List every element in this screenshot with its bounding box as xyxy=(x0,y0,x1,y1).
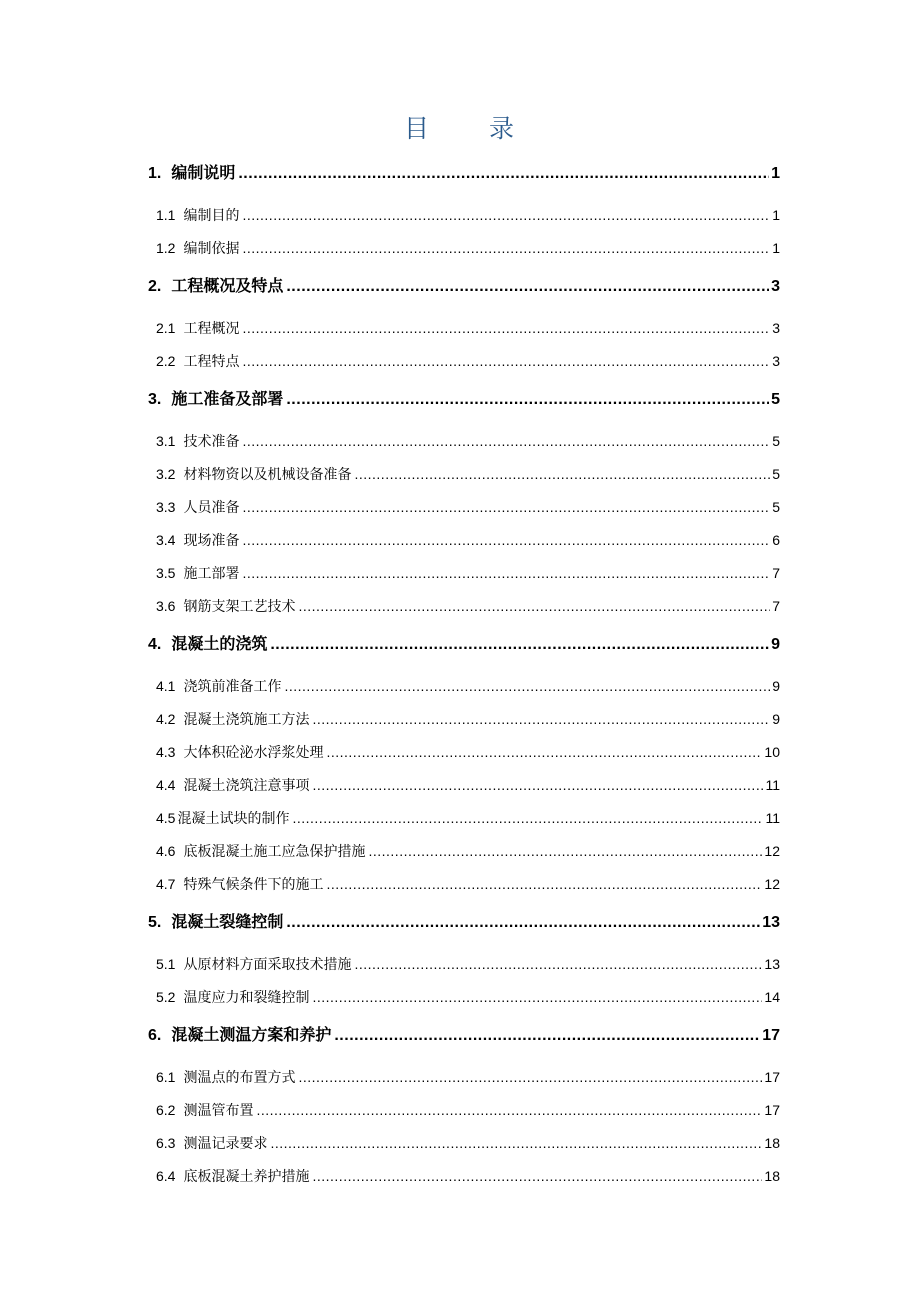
toc-leader xyxy=(242,499,770,515)
toc-item-label: 人员准备 xyxy=(183,500,240,516)
toc-item[interactable]: 3.3 人员准备 ..... 5 xyxy=(156,497,780,521)
toc-chapter-label: 编制说明 xyxy=(171,163,236,182)
toc-leader xyxy=(284,678,770,694)
toc-leader xyxy=(286,914,760,932)
toc-item-label: 底板混凝土养护措施 xyxy=(183,1169,310,1185)
toc-item[interactable]: 3.2 材料物资以及机械设备准备 ..... 5 xyxy=(156,464,780,488)
toc-chapter[interactable]: 6. 混凝土测温方案和养护 ..... 17 xyxy=(148,1022,780,1046)
toc-leader xyxy=(242,565,770,581)
toc-page-number: 1 xyxy=(771,165,780,182)
toc-title-right: 录 xyxy=(489,114,517,143)
toc-item[interactable]: 4.5 混凝土试块的制作 ..... 11 xyxy=(156,808,780,832)
toc-item[interactable]: 3.5 施工部署 ..... 7 xyxy=(156,563,780,587)
toc-item-label: 施工部署 xyxy=(183,566,240,582)
toc-page-number: 7 xyxy=(772,565,780,581)
toc-page-number: 11 xyxy=(765,810,780,826)
toc-leader xyxy=(298,598,770,614)
toc-page-number: 3 xyxy=(771,278,780,295)
toc-page-number: 3 xyxy=(772,320,780,336)
toc-item-label: 编制依据 xyxy=(183,241,240,257)
toc-chapter-label: 工程概况及特点 xyxy=(171,276,284,295)
toc-item-label: 现场准备 xyxy=(183,533,240,549)
toc-leader xyxy=(286,278,769,296)
toc-page-number: 5 xyxy=(772,433,780,449)
toc-chapter-label: 混凝土裂缝控制 xyxy=(171,912,284,931)
toc-item-label: 技术准备 xyxy=(183,434,240,450)
toc-page-number: 12 xyxy=(764,876,780,892)
toc-item-label: 浇筑前准备工作 xyxy=(183,679,282,695)
toc-leader xyxy=(242,207,770,223)
toc-page-number: 6 xyxy=(772,532,780,548)
toc-page-number: 1 xyxy=(772,207,780,223)
toc-leader xyxy=(312,777,763,793)
toc-chapter[interactable]: 4. 混凝土的浇筑 ..... 9 xyxy=(148,631,780,655)
toc-item[interactable]: 6.1 测温点的布置方式 ..... 17 xyxy=(156,1067,780,1091)
toc-item[interactable]: 3.1 技术准备 ..... 5 xyxy=(156,431,780,455)
toc-title-left: 目 xyxy=(403,114,431,143)
toc-page-number: 13 xyxy=(762,914,780,931)
toc-page-number: 17 xyxy=(762,1027,780,1044)
toc-item[interactable]: 4.2 混凝土浇筑施工方法 ..... 9 xyxy=(156,709,780,733)
toc-item-label: 测温记录要求 xyxy=(183,1136,268,1152)
toc-item-label: 测温管布置 xyxy=(183,1103,254,1119)
toc-leader xyxy=(270,1135,762,1151)
toc-leader xyxy=(368,843,762,859)
toc-item[interactable]: 4.4 混凝土浇筑注意事项 ..... 11 xyxy=(156,775,780,799)
toc-page-number: 9 xyxy=(772,711,780,727)
toc-page-number: 5 xyxy=(772,499,780,515)
toc-item-label: 测温点的布置方式 xyxy=(183,1070,296,1086)
toc-chapter-label: 施工准备及部署 xyxy=(171,389,284,408)
toc-chapter[interactable]: 2. 工程概况及特点 ..... 3 xyxy=(148,273,780,297)
toc-item[interactable]: 6.3 测温记录要求 ..... 18 xyxy=(156,1133,780,1157)
toc-page-number: 13 xyxy=(764,956,780,972)
toc-item-label: 工程概况 xyxy=(183,321,240,337)
toc-item-label: 底板混凝土施工应急保护措施 xyxy=(183,844,366,860)
toc-item[interactable]: 4.3 大体积砼泌水浮浆处理 ..... 10 xyxy=(156,742,780,766)
toc-page-number: 17 xyxy=(764,1069,780,1085)
toc-item[interactable]: 1.2 编制依据 ..... 1 xyxy=(156,238,780,262)
toc-chapter-label: 混凝土测温方案和养护 xyxy=(171,1025,332,1044)
toc-leader xyxy=(270,636,769,654)
toc-item-label: 特殊气候条件下的施工 xyxy=(183,877,324,893)
toc-leader xyxy=(354,466,770,482)
toc-item[interactable]: 2.2 工程特点 ..... 3 xyxy=(156,351,780,375)
toc-page-number: 1 xyxy=(772,240,780,256)
toc-item-label: 温度应力和裂缝控制 xyxy=(183,990,310,1006)
toc-item-label: 混凝土试块的制作 xyxy=(177,811,290,827)
toc-page-number: 12 xyxy=(764,843,780,859)
toc-leader xyxy=(298,1069,762,1085)
toc-item[interactable]: 3.4 现场准备 ..... 6 xyxy=(156,530,780,554)
toc-leader xyxy=(242,353,770,369)
toc-item[interactable]: 5.1 从原材料方面采取技术措施 ..... 13 xyxy=(156,954,780,978)
toc-item[interactable]: 6.4 底板混凝土养护措施 ..... 18 xyxy=(156,1166,780,1190)
toc-page-number: 18 xyxy=(764,1168,780,1184)
toc-item-label: 材料物资以及机械设备准备 xyxy=(183,467,352,483)
toc-item[interactable]: 4.6 底板混凝土施工应急保护措施 ..... 12 xyxy=(156,841,780,865)
toc-item-label: 工程特点 xyxy=(183,354,240,370)
toc-leader xyxy=(256,1102,762,1118)
toc-leader xyxy=(354,956,762,972)
toc-item-label: 混凝土浇筑施工方法 xyxy=(183,712,310,728)
toc-chapter[interactable]: 3. 施工准备及部署 ..... 5 xyxy=(148,386,780,410)
toc-item[interactable]: 4.7 特殊气候条件下的施工 ..... 12 xyxy=(156,874,780,898)
toc-chapter-label: 混凝土的浇筑 xyxy=(171,634,268,653)
toc-leader xyxy=(292,810,763,826)
toc-item-label: 混凝土浇筑注意事项 xyxy=(183,778,310,794)
toc-leader xyxy=(334,1027,760,1045)
toc-item-label: 钢筋支架工艺技术 xyxy=(183,599,296,615)
toc-chapter[interactable]: 5. 混凝土裂缝控制 ..... 13 xyxy=(148,909,780,933)
toc-item[interactable]: 2.1 工程概况 ..... 3 xyxy=(156,318,780,342)
toc-leader xyxy=(286,391,769,409)
toc-item[interactable]: 5.2 温度应力和裂缝控制 ..... 14 xyxy=(156,987,780,1011)
toc-leader xyxy=(242,532,770,548)
toc-leader xyxy=(312,1168,762,1184)
toc-item[interactable]: 6.2 测温管布置 ..... 17 xyxy=(156,1100,780,1124)
toc-leader xyxy=(242,320,770,336)
toc-page-number: 10 xyxy=(764,744,780,760)
toc-leader xyxy=(326,876,762,892)
toc-item-label: 编制目的 xyxy=(183,208,240,224)
toc-page-number: 11 xyxy=(765,777,780,793)
toc-leader xyxy=(242,433,770,449)
toc-page-number: 14 xyxy=(764,989,780,1005)
toc-item[interactable]: 1.1 编制目的 ..... 1 xyxy=(156,205,780,229)
toc-page-number: 9 xyxy=(771,636,780,653)
toc-page-number: 18 xyxy=(764,1135,780,1151)
toc-page-number: 5 xyxy=(772,466,780,482)
toc-page-number: 5 xyxy=(771,391,780,408)
toc-leader xyxy=(242,240,770,256)
toc-leader xyxy=(312,711,770,727)
toc-item[interactable]: 3.6 钢筋支架工艺技术 ..... 7 xyxy=(156,596,780,620)
toc-page-number: 17 xyxy=(764,1102,780,1118)
toc-leader xyxy=(312,989,762,1005)
toc-page-number: 7 xyxy=(772,598,780,614)
toc-page-number: 3 xyxy=(772,353,780,369)
toc-item[interactable]: 4.1 浇筑前准备工作 ..... 9 xyxy=(156,676,780,700)
toc-item-label: 从原材料方面采取技术措施 xyxy=(183,957,352,973)
toc-page-number: 9 xyxy=(772,678,780,694)
toc-chapter[interactable]: 1. 编制说明 ..... 1 xyxy=(148,160,780,184)
toc-leader xyxy=(238,165,769,183)
toc-leader xyxy=(326,744,762,760)
toc-item-label: 大体积砼泌水浮浆处理 xyxy=(183,745,324,761)
